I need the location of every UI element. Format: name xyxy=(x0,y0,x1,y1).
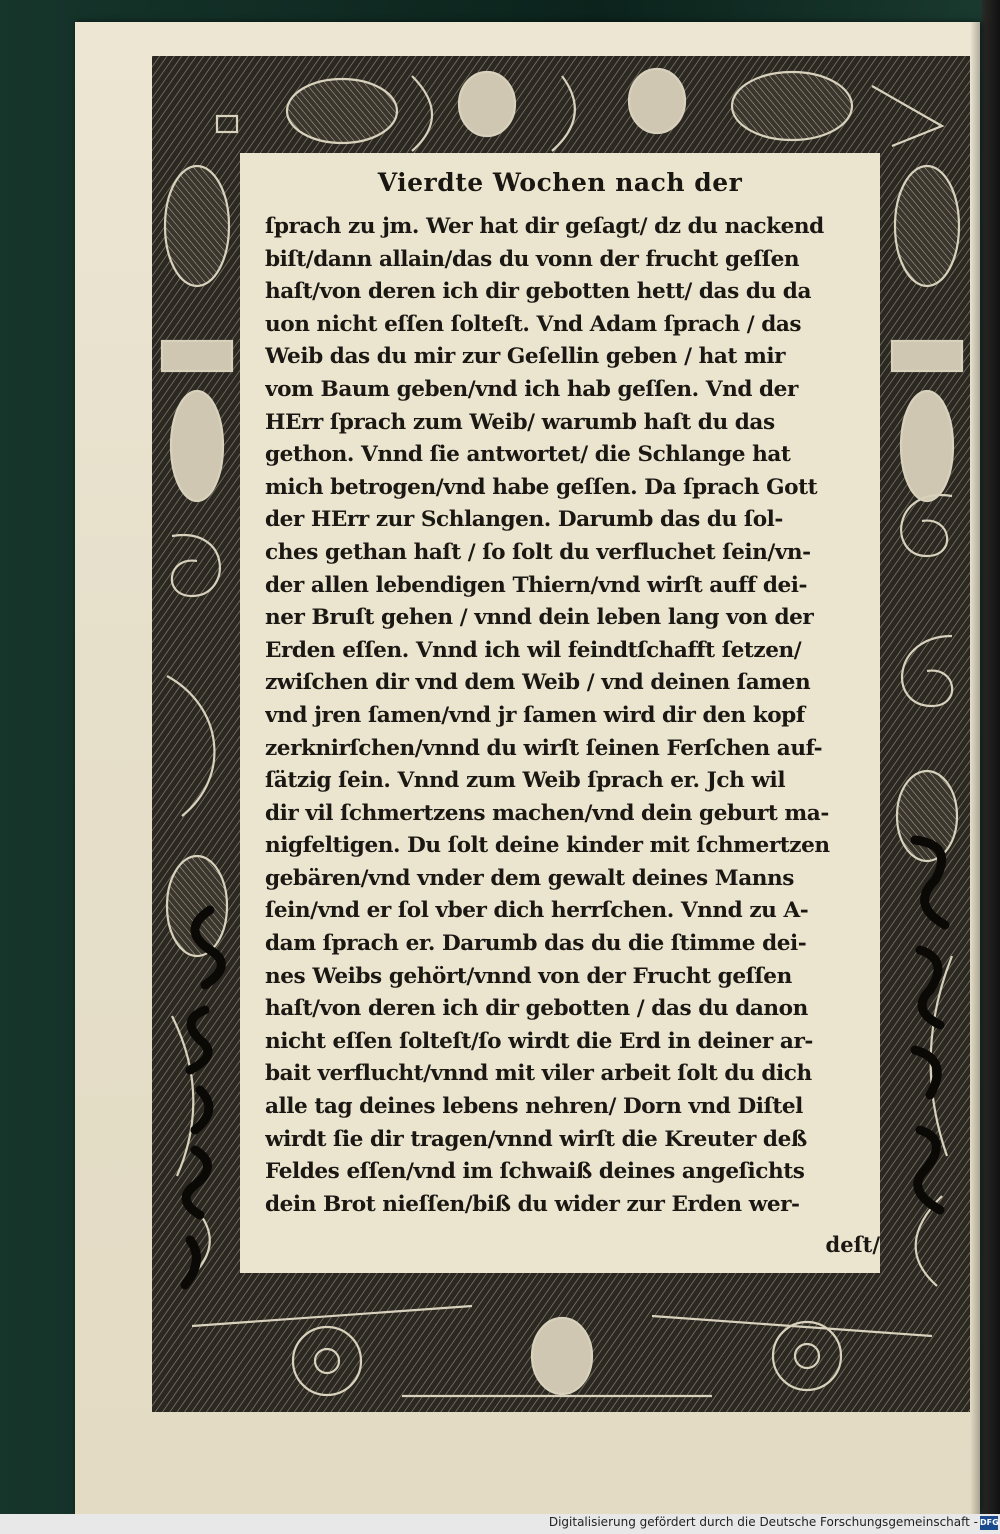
dfg-logo-icon: DFG xyxy=(980,1516,998,1530)
margin-ink-marks-left xyxy=(160,900,240,1300)
text-line: ſprach zu jm. Wer hat dir geſagt/ dz du nackend xyxy=(265,214,824,239)
text-line: dam ſprach er. Darumb das du die ſtimme dei- xyxy=(265,931,807,957)
text-line: haſt/von deren ich dir gebotten hett/ das du da xyxy=(265,279,812,305)
catchword: deſt/ xyxy=(825,1232,880,1257)
text-line: gebären/vnd vnder dem gewalt deines Manns xyxy=(265,865,794,891)
text-line: ſein/vnd er ſol vber dich herrſchen. Vnnd zu A- xyxy=(265,898,809,924)
body-text xyxy=(265,211,885,1221)
footer-credit: Digitalisierung gefördert durch die Deutsche Forschungsgemeinschaft - xyxy=(548,1515,978,1529)
text-line: alle tag deines lebens nehren/ Dorn vnd Diſtel xyxy=(265,1094,803,1120)
running-heading: Vierdte Wochen nach der xyxy=(377,168,743,197)
text-line: ches gethan haſt / ſo ſolt du verfluchet ſein/vn- xyxy=(265,539,811,565)
text-line: HErr ſprach zum Weib/ warumb haſt du das xyxy=(265,409,775,435)
text-line: nicht eſſen ſolteſt/ſo wirdt die Erd in deiner ar- xyxy=(265,1028,813,1054)
text-line: nes Weibs gehört/vnnd von der Frucht geſſen xyxy=(265,963,792,989)
text-line: gethon. Vnnd ſie antwortet/ die Schlange hat xyxy=(265,442,791,468)
text-line: dein Brot nieſſen/biß du wider zur Erden wer- xyxy=(265,1191,800,1217)
text-line: dir vil ſchmertzens machen/vnd dein geburt ma- xyxy=(265,800,829,826)
text-line: haſt/von deren ich dir gebotten / das du danon xyxy=(265,996,808,1022)
text-line: zerknirſchen/vnnd du wirſt ſeinen Ferſchen auf- xyxy=(265,735,823,761)
text-line: bait verflucht/vnnd mit viler arbeit ſolt du dich xyxy=(265,1061,812,1087)
text-line: Weib das du mir zur Geſellin geben / hat mir xyxy=(265,344,786,370)
text-line: biſt/dann allain/das du vonn der frucht geſſen xyxy=(265,246,800,272)
text-line: vom Baum geben/vnd ich hab geſſen. Vnd der xyxy=(265,376,798,402)
text-line: der HErr zur Schlangen. Darumb das du ſol- xyxy=(265,507,783,533)
text-line: der allen lebendigen Thiern/vnd wirſt auff dei- xyxy=(265,572,808,598)
text-line: uon nicht eſſen ſolteſt. Vnd Adam ſprach / das xyxy=(265,311,802,337)
text-line: ſätzig ſein. Vnnd zum Weib ſprach er. Jch wil xyxy=(265,768,786,794)
text-line: nigfeltigen. Du ſolt deine kinder mit ſchmertzen xyxy=(265,833,830,859)
text-line: ner Bruſt gehen / vnnd dein leben lang von der xyxy=(265,605,814,631)
margin-ink-marks-right xyxy=(895,830,975,1260)
text-line: Erden eſſen. Vnnd ich wil feindtſchafft ſetzen/ xyxy=(265,637,802,663)
text-line: vnd jren ſamen/vnd jr ſamen wird dir den kopf xyxy=(265,702,805,728)
text-line: wirdt ſie dir tragen/vnnd wirſt die Kreuter deß xyxy=(265,1126,807,1152)
text-line: Feldes eſſen/vnd im ſchwaiß deines angeſichts xyxy=(265,1159,805,1185)
text-line: zwiſchen dir vnd dem Weib / vnd deinen ſamen xyxy=(265,670,811,696)
text-line: mich betrogen/vnd habe geſſen. Da ſprach Gott xyxy=(265,474,818,500)
scan-edge-strip xyxy=(982,0,1000,1534)
